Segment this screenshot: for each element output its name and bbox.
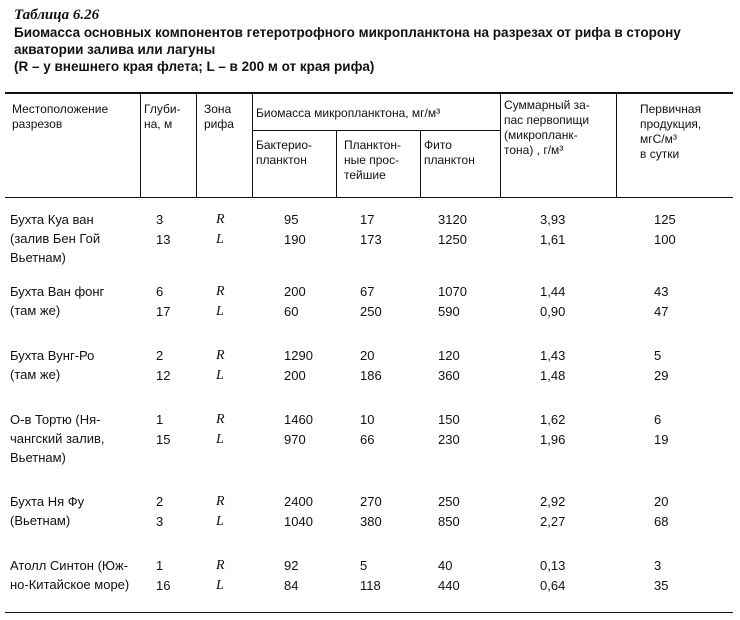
cell-bacterio: 200 60 [284, 284, 306, 319]
cell-protozoa: 5 118 [360, 558, 381, 593]
header-divider [336, 130, 337, 197]
header-biomass-group: Биомасса микропланктона, мг/м³ [256, 106, 441, 120]
table-note: (R – у внешнего края флета; L – в 200 м от края рифа) [14, 59, 375, 74]
table-title: Биомасса основных компонентов гетеротрофного микропланктона на разрезах от рифа в сторону акватории залива или лагуны [14, 25, 681, 57]
cell-depth: 1 16 [156, 558, 171, 593]
cell-zone: R L [216, 284, 225, 319]
header-divider [196, 94, 197, 197]
header-divider [140, 94, 141, 197]
cell-summary: 3,93 1,61 [540, 212, 566, 247]
cell-primary: 125 100 [654, 212, 676, 247]
cell-summary: 1,62 1,96 [540, 412, 566, 447]
header-zone: Зона рифа [204, 102, 234, 131]
cell-location: Бухта Куа ван (залив Бен Гой Вьетнам) [10, 212, 101, 265]
cell-location: О-в Тортю (Ня- чангский залив, Вьетнам) [10, 412, 105, 465]
cell-location: Атолл Синтон (Юж- но-Китайское море) [10, 558, 130, 592]
cell-bacterio: 95 190 [284, 212, 306, 247]
table-top-rule [5, 92, 733, 94]
header-summary: Суммарный за- пас первопищи (микропланк- тона) , г/м³ [504, 98, 590, 157]
cell-depth: 6 17 [156, 284, 171, 319]
cell-protozoa: 20 186 [360, 348, 382, 383]
cell-primary: 5 29 [654, 348, 669, 383]
cell-protozoa: 67 250 [360, 284, 382, 319]
cell-phyto: 40 440 [438, 558, 460, 593]
cell-summary: 0,13 0,64 [540, 558, 566, 593]
cell-primary: 3 35 [654, 558, 669, 593]
biomass-subheader-rule [252, 130, 500, 131]
cell-depth: 2 3 [156, 494, 164, 529]
cell-primary: 6 19 [654, 412, 669, 447]
header-primary: Первичная продукция, мгС/м³ в сутки [640, 102, 702, 161]
cell-phyto: 3120 1250 [438, 212, 467, 247]
header-divider [252, 94, 253, 197]
header-phyto: Фито планктон [424, 138, 475, 167]
cell-zone: R L [216, 348, 225, 383]
header-protozoa: Планктон- ные прос- тейшие [344, 138, 401, 182]
cell-depth: 1 15 [156, 412, 171, 447]
cell-location: Бухта Вунг-Ро (там же) [10, 348, 95, 382]
header-divider [616, 94, 617, 197]
cell-bacterio: 92 84 [284, 558, 299, 593]
cell-zone: R L [216, 212, 225, 247]
cell-protozoa: 270 380 [360, 494, 382, 529]
cell-summary: 2,92 2,27 [540, 494, 566, 529]
cell-zone: R L [216, 494, 225, 529]
cell-bacterio: 1460 970 [284, 412, 313, 447]
cell-zone: R L [216, 558, 225, 593]
cell-depth: 3 13 [156, 212, 171, 247]
header-divider [420, 130, 421, 197]
cell-primary: 43 47 [654, 284, 669, 319]
cell-primary: 20 68 [654, 494, 669, 529]
table-number: Таблица 6.26 [14, 7, 100, 23]
header-location: Местоположение разрезов [12, 102, 109, 131]
cell-summary: 1,44 0,90 [540, 284, 566, 319]
cell-bacterio: 1290 200 [284, 348, 313, 383]
table-caption [14, 6, 730, 75]
cell-location: Бухта Ня Фу (Вьетнам) [10, 494, 85, 528]
header-bacterio: Бактерио- планктон [256, 138, 313, 167]
cell-depth: 2 12 [156, 348, 171, 383]
cell-protozoa: 17 173 [360, 212, 382, 247]
cell-phyto: 120 360 [438, 348, 460, 383]
header-bottom-rule [5, 197, 733, 198]
cell-phyto: 150 230 [438, 412, 460, 447]
cell-phyto: 1070 590 [438, 284, 467, 319]
header-depth: Глуби- на, м [144, 102, 181, 131]
cell-protozoa: 10 66 [360, 412, 375, 447]
cell-bacterio: 2400 1040 [284, 494, 313, 529]
cell-zone: R L [216, 412, 225, 447]
table-bottom-rule [5, 612, 733, 613]
cell-location: Бухта Ван фонг (там же) [10, 284, 105, 318]
cell-phyto: 250 850 [438, 494, 460, 529]
cell-summary: 1,43 1,48 [540, 348, 566, 383]
